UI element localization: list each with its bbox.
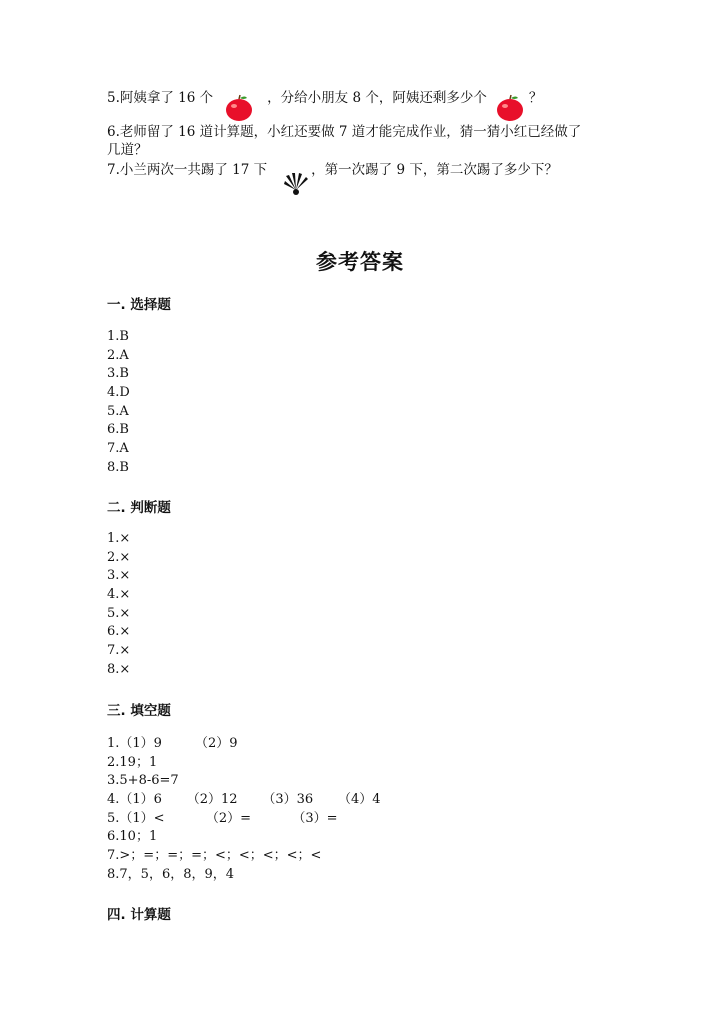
question-6-line2: 几道？ [107, 142, 148, 158]
question-5-part3: ？ [528, 90, 543, 106]
answer-item: 7.>；=；=；=；<；<；<；<；< [107, 848, 322, 864]
answer-item: 2.19；1 [107, 754, 158, 770]
answer-item: 6.× [107, 624, 131, 640]
question-6-line1: 6.老师留了 16 道计算题，小红还要做 7 道才能完成作业，猜一猜小红已经做了 [107, 124, 582, 140]
answer-item: 3.B [107, 366, 129, 382]
answer-item: 8.B [107, 459, 129, 475]
answer-item: 1.（1）9 （2）9 [107, 736, 238, 751]
section-fill-title: 三. 填空题 [107, 703, 171, 719]
apple-icon [224, 94, 254, 122]
answer-item: 5.（1）< （2）= （3）= [107, 810, 338, 826]
answer-item: 8.× [107, 661, 131, 677]
section-fill-answers [107, 735, 381, 885]
question-5-part2: ，分给小朋友 8 个，阿姨还剩多少个 [267, 90, 487, 106]
question-7 [107, 161, 558, 179]
question-5 [107, 89, 542, 107]
answer-item: 4.（1）6 （2）12 （3）36 （4）4 [107, 792, 381, 808]
answer-item: 1.× [107, 531, 131, 546]
question-7-part1: 7.小兰两次一共踢了 17 下 [107, 162, 268, 178]
answer-item: 8.7，5，6，8，9，4 [107, 866, 235, 882]
answer-item: 3.× [107, 568, 131, 584]
answer-item: 4.× [107, 587, 131, 603]
section-choice-title: 一. 选择题 [107, 297, 171, 313]
question-5-part1: 5.阿姨拿了 16 个 [107, 90, 214, 106]
question-6 [107, 123, 581, 159]
question-7-part2: ，第一次踢了 9 下，第二次踢了多少下？ [311, 162, 558, 178]
answer-item: 7.A [107, 441, 129, 457]
section-judge-title: 二. 判断题 [107, 500, 171, 516]
answer-item: 6.10；1 [107, 829, 158, 845]
section-choice-answers [107, 328, 130, 478]
answer-item: 2.A [107, 347, 129, 363]
answer-item: 7.× [107, 643, 131, 659]
answer-item: 1.B [107, 329, 129, 344]
apple-icon [495, 94, 525, 122]
answer-item: 3.5+8-6=7 [107, 773, 179, 789]
answer-item: 2.× [107, 549, 131, 565]
section-judge-answers [107, 530, 130, 680]
answer-item: 6.B [107, 422, 129, 438]
answer-item: 5.× [107, 605, 131, 621]
answer-title: 参考答案 [316, 250, 404, 274]
shuttlecock-icon [282, 172, 310, 196]
answer-item: 5.A [107, 403, 129, 419]
section-calc-title: 四. 计算题 [107, 907, 171, 923]
answer-item: 4.D [107, 385, 130, 401]
